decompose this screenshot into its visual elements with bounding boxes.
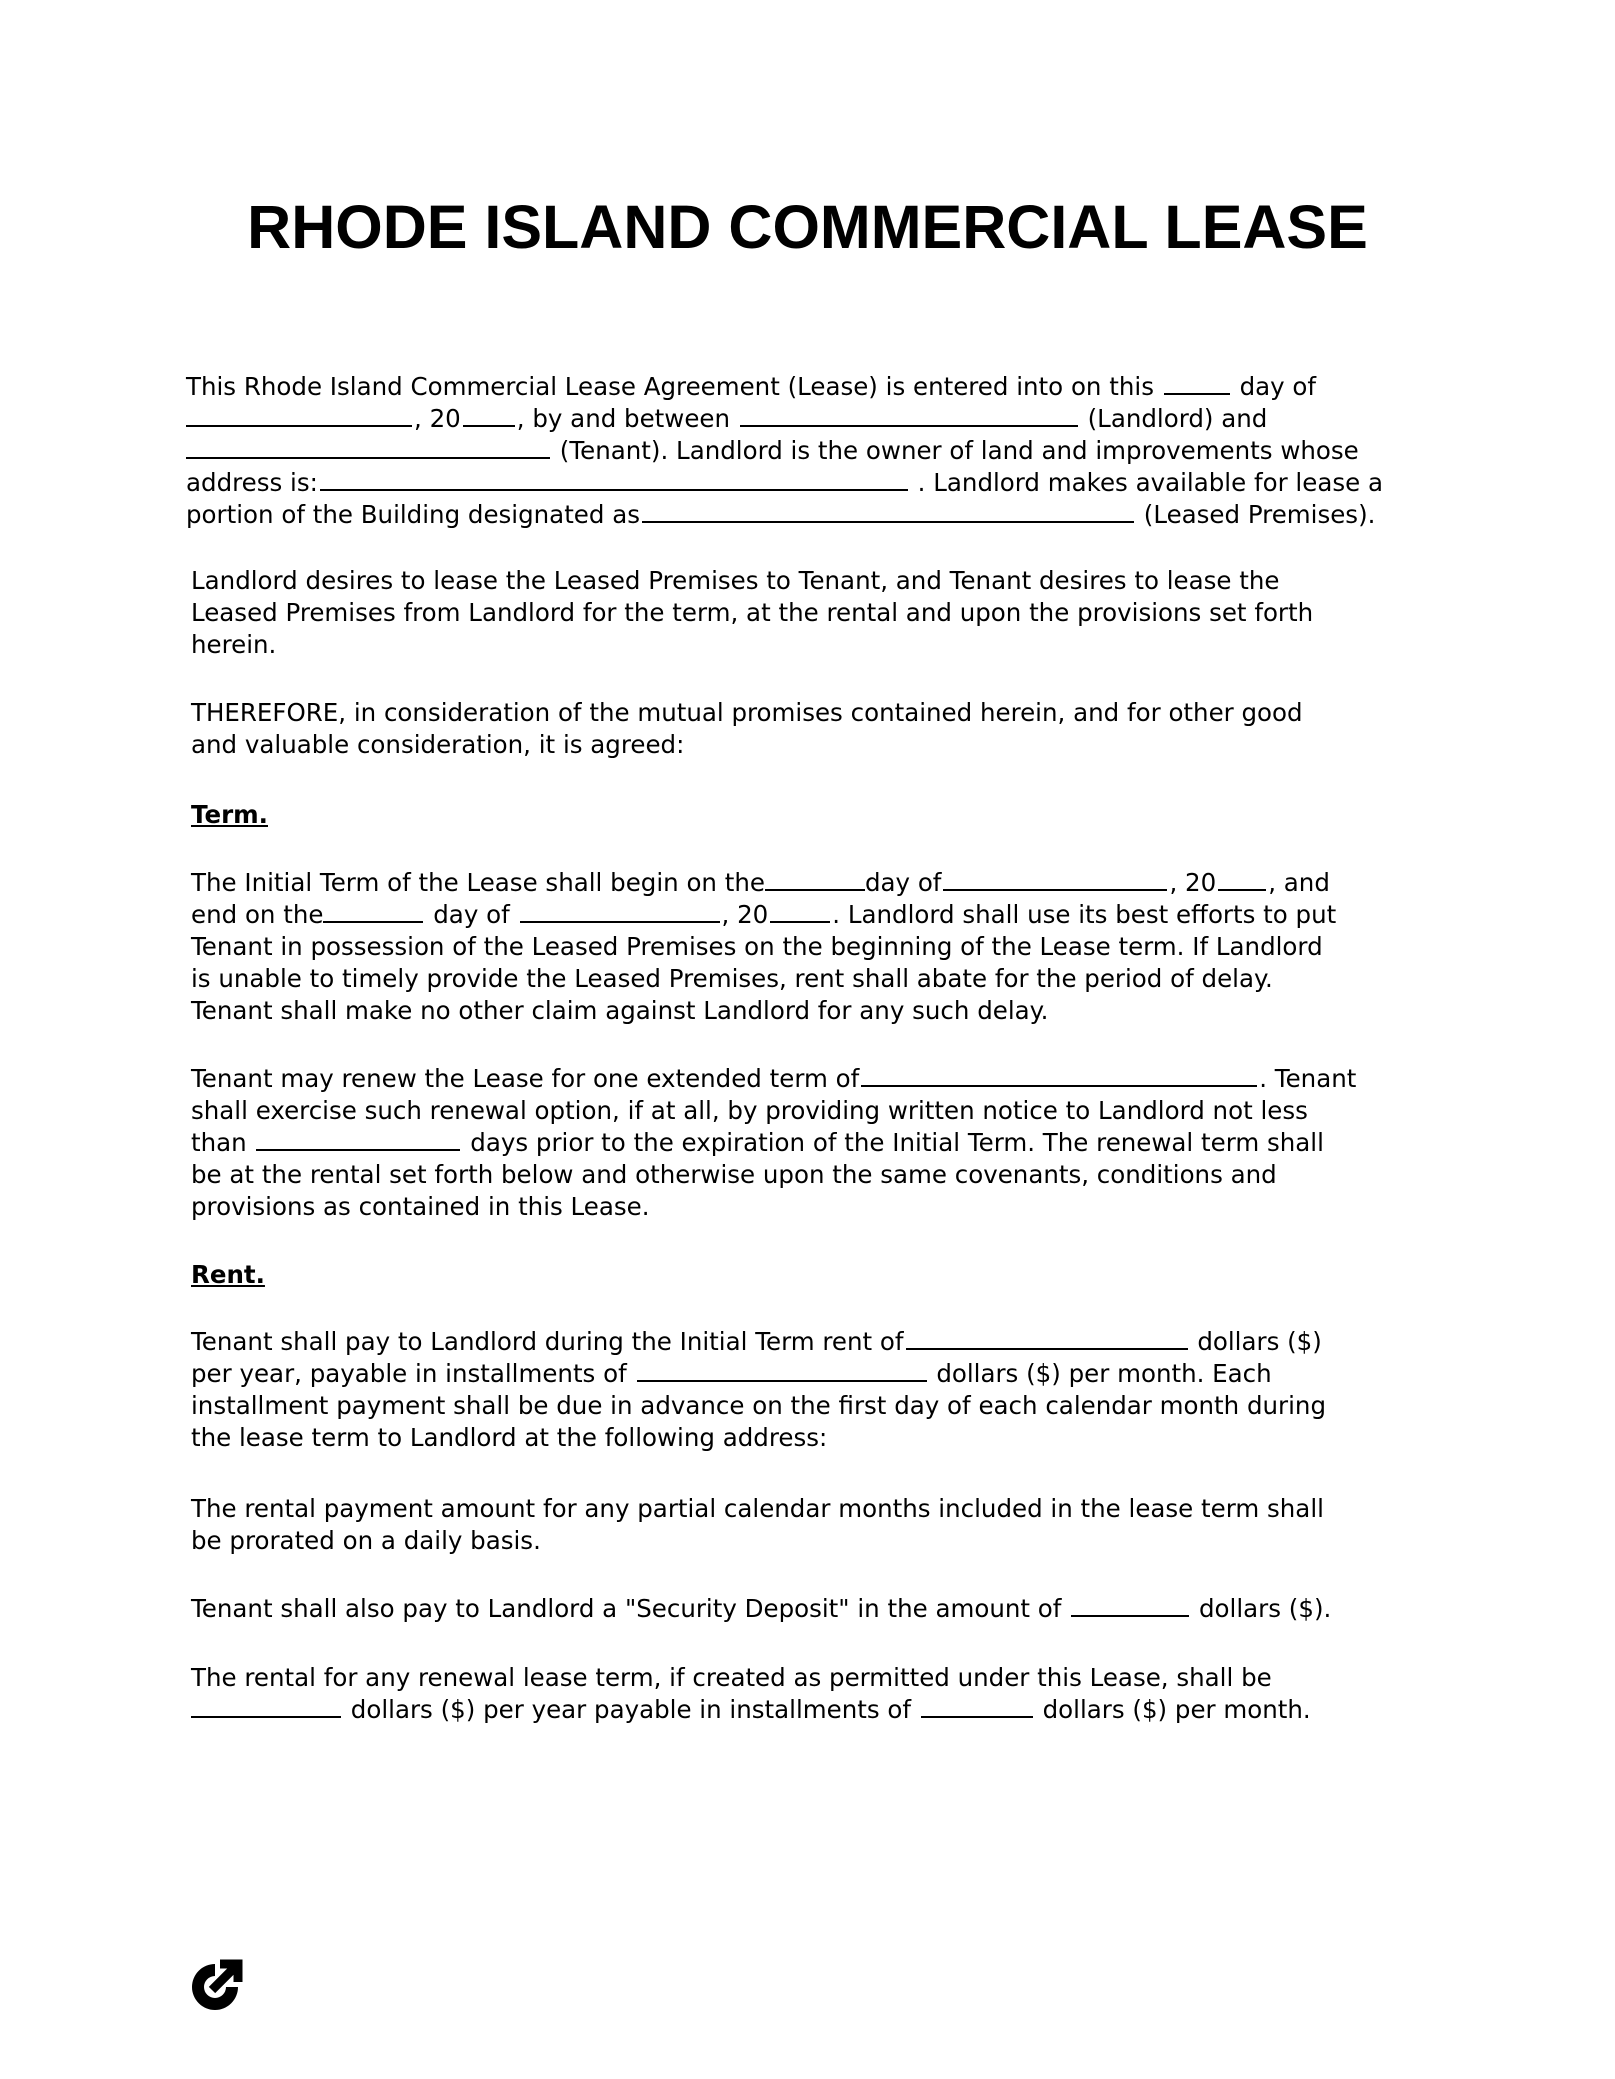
paragraph-line: be at the rental set forth below and otherwise upon the same covenants, conditions and (191, 1160, 1277, 1189)
rent-heading: Rent. (191, 1260, 265, 1289)
term-initial-paragraph (191, 867, 1336, 1027)
renewal-line-3 (191, 1127, 1356, 1159)
arrow-c-logo-icon (186, 1958, 244, 2016)
paragraph-line: Tenant shall make no other claim against Landlord for any such delay. (191, 996, 1049, 1025)
term-line-2 (191, 899, 1336, 931)
paragraph-line: and valuable consideration, it is agreed: (191, 730, 685, 759)
paragraph-line: THEREFORE, in consideration of the mutual promises contained herein, and for other good (191, 698, 1303, 727)
renewal-text: days prior to the expiration of the Initial Term. The renewal term shall (470, 1128, 1324, 1157)
end-day-blank[interactable] (323, 899, 423, 923)
renewal-text: than (191, 1128, 247, 1157)
paragraph-line: Leased Premises from Landlord for the term, at the rental and upon the provisions set forth (191, 598, 1314, 627)
day-blank[interactable] (1164, 371, 1230, 395)
address-blank[interactable] (320, 467, 908, 491)
desire-paragraph (191, 565, 1313, 661)
intro-line-4 (186, 467, 1383, 499)
paragraph-line: Tenant in possession of the Leased Premises on the beginning of the Lease term. If Landlord (191, 932, 1323, 961)
renewal-rent-text: dollars ($) per month. (1042, 1695, 1311, 1724)
renewal-text: Tenant may renew the Lease for one extended term of (191, 1064, 860, 1093)
term-renewal-paragraph (191, 1063, 1356, 1223)
end-year-blank[interactable] (770, 899, 830, 923)
leased-premises-blank[interactable] (642, 499, 1134, 523)
term-text: , 20 (1169, 868, 1217, 897)
notice-days-blank[interactable] (256, 1127, 460, 1151)
paragraph-line: be prorated on a daily basis. (191, 1526, 541, 1555)
deposit-text: dollars ($). (1199, 1594, 1332, 1623)
rent-prorate-paragraph (191, 1493, 1324, 1557)
monthly-installment-blank[interactable] (637, 1358, 927, 1382)
rent-line-1 (191, 1326, 1326, 1358)
term-text: , 20 (721, 900, 769, 929)
month-blank[interactable] (186, 403, 412, 427)
intro-text: (Landlord) and (1087, 404, 1268, 433)
extended-term-blank[interactable] (861, 1063, 1257, 1087)
term-text: , and (1268, 868, 1330, 897)
deposit-text: Tenant shall also pay to Landlord a "Security Deposit" in the amount of (191, 1594, 1062, 1623)
intro-text: address is: (186, 468, 318, 497)
security-deposit-blank[interactable] (1071, 1593, 1189, 1617)
rent-text: Tenant shall pay to Landlord during the Initial Term rent of (191, 1327, 904, 1356)
start-day-blank[interactable] (765, 867, 865, 891)
end-month-blank[interactable] (520, 899, 720, 923)
term-text: The Initial Term of the Lease shall begin on the (191, 868, 765, 897)
rent-line-2 (191, 1358, 1326, 1390)
renewal-rent-text: dollars ($) per year payable in installments of (350, 1695, 912, 1724)
intro-text: day of (1239, 372, 1317, 401)
renewal-rent-line-2 (191, 1694, 1311, 1726)
term-text: . Landlord shall use its best efforts to put (832, 900, 1337, 929)
renewal-monthly-blank[interactable] (921, 1694, 1033, 1718)
intro-text: portion of the Building designated as (186, 500, 640, 529)
intro-text: This Rhode Island Commercial Lease Agreement (Lease) is entered into on this (186, 372, 1154, 401)
renewal-annual-rent-blank[interactable] (191, 1694, 341, 1718)
intro-line-5 (186, 499, 1383, 531)
paragraph-line: shall exercise such renewal option, if at all, by providing written notice to Landlord not less (191, 1096, 1308, 1125)
intro-paragraph (186, 371, 1383, 531)
paragraph-line: herein. (191, 630, 277, 659)
therefore-paragraph (191, 697, 1303, 761)
intro-line-1 (186, 371, 1383, 403)
intro-text: , by and between (516, 404, 731, 433)
intro-text: , 20 (414, 404, 461, 433)
paragraph-line: is unable to timely provide the Leased Premises, rent shall abate for the period of delay. (191, 964, 1273, 993)
landlord-name-blank[interactable] (740, 403, 1078, 427)
rent-initial-paragraph (191, 1326, 1326, 1454)
paragraph-line: The rental for any renewal lease term, if created as permitted under this Lease, shall be (191, 1663, 1272, 1692)
deposit-line (191, 1593, 1331, 1625)
paragraph-line: the lease term to Landlord at the following address: (191, 1423, 828, 1452)
term-text: day of (433, 900, 510, 929)
rent-text: per year, payable in installments of (191, 1359, 627, 1388)
paragraph-line: The rental payment amount for any partial calendar months included in the lease term shall (191, 1494, 1324, 1523)
term-text: end on the (191, 900, 324, 929)
intro-text: . Landlord makes available for lease a (917, 468, 1383, 497)
rent-text: dollars ($) (1197, 1327, 1322, 1356)
intro-text: (Tenant). Landlord is the owner of land and improvements whose (559, 436, 1359, 465)
annual-rent-blank[interactable] (906, 1326, 1188, 1350)
term-line-1 (191, 867, 1336, 899)
intro-line-2 (186, 403, 1383, 435)
document-title: RHODE ISLAND COMMERCIAL LEASE (247, 193, 1368, 261)
intro-text: (Leased Premises). (1143, 500, 1376, 529)
start-month-blank[interactable] (943, 867, 1167, 891)
year-blank[interactable] (463, 403, 515, 427)
rent-text: dollars ($) per month. Each (936, 1359, 1272, 1388)
security-deposit-paragraph (191, 1593, 1331, 1625)
paragraph-line: Landlord desires to lease the Leased Premises to Tenant, and Tenant desires to lease the (191, 566, 1280, 595)
tenant-name-blank[interactable] (186, 435, 550, 459)
renewal-text: . Tenant (1259, 1064, 1357, 1093)
term-text: day of (864, 868, 942, 897)
term-heading: Term. (191, 800, 268, 829)
start-year-blank[interactable] (1218, 867, 1266, 891)
paragraph-line: installment payment shall be due in advance on the first day of each calendar month during (191, 1391, 1326, 1420)
renewal-rent-paragraph (191, 1662, 1311, 1726)
renewal-line-1 (191, 1063, 1356, 1095)
paragraph-line: provisions as contained in this Lease. (191, 1192, 650, 1221)
intro-line-3 (186, 435, 1383, 467)
